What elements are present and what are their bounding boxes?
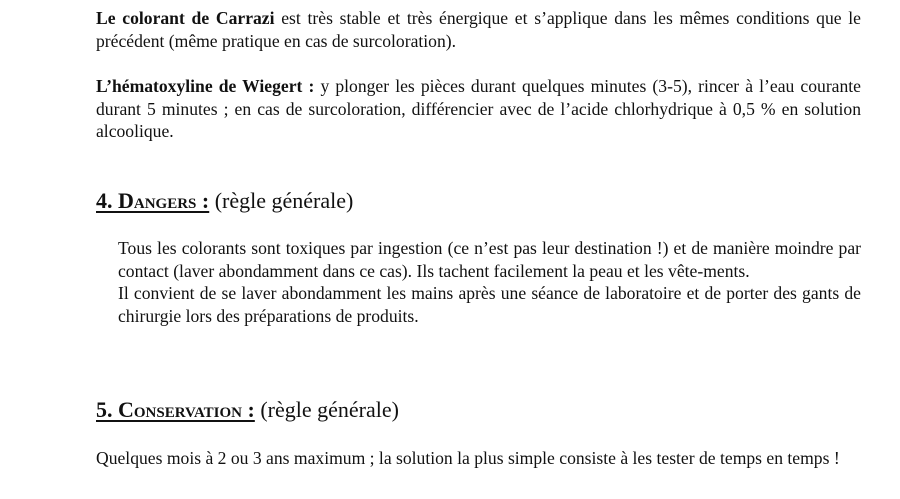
paragraph-wiegert-body: y plonger les pièces durant quelques minutes (3-5), rincer à l’eau courante durant 5 minutes ; en cas de surcoloration, différencier avec de l’acide chlorhydrique à 0,5 % en solution alcoolique. bbox=[96, 76, 861, 142]
paragraph-wiegert bbox=[96, 75, 861, 143]
section-title-dangers: 4. Dangers : bbox=[96, 188, 210, 213]
dangers-paragraph-2: Il convient de se laver abondamment les mains après une séance de laboratoire et de porter des gants de chirurgie lors des préparations de produits. bbox=[118, 283, 861, 326]
paragraph-carrazi bbox=[96, 7, 861, 52]
paragraph-carrazi-body: est très stable et très énergique et s’applique dans les mêmes conditions que le précédent (même pratique en cas de surcoloration). bbox=[96, 8, 861, 51]
conservation-paragraph: Quelques mois à 2 ou 3 ans maximum ; la solution la plus simple consiste à les tester de temps en temps ! bbox=[96, 448, 840, 468]
section-note-conservation: (règle générale) bbox=[254, 397, 399, 422]
section-note-dangers: (règle générale) bbox=[209, 188, 354, 213]
paragraph-wiegert-lead: L’hématoxyline de Wiegert : bbox=[96, 76, 315, 96]
section-body-dangers bbox=[118, 237, 861, 327]
paragraph-carrazi-text bbox=[96, 7, 861, 52]
paragraph-carrazi-lead: Le colorant de Carrazi bbox=[96, 8, 275, 28]
dangers-paragraph-1: Tous les colorants sont toxiques par ingestion (ce n’est pas leur destination !) et de manière moindre par contact (laver abondamment dans ce cas). Ils tachent facilement la peau et les vête-ments. bbox=[118, 238, 861, 281]
paragraph-wiegert-text bbox=[96, 75, 861, 143]
section-title-conservation: 5. Conservation : bbox=[96, 397, 255, 422]
section-heading-conservation bbox=[96, 397, 399, 423]
section-heading-dangers bbox=[96, 188, 353, 214]
section-body-conservation bbox=[96, 447, 861, 470]
